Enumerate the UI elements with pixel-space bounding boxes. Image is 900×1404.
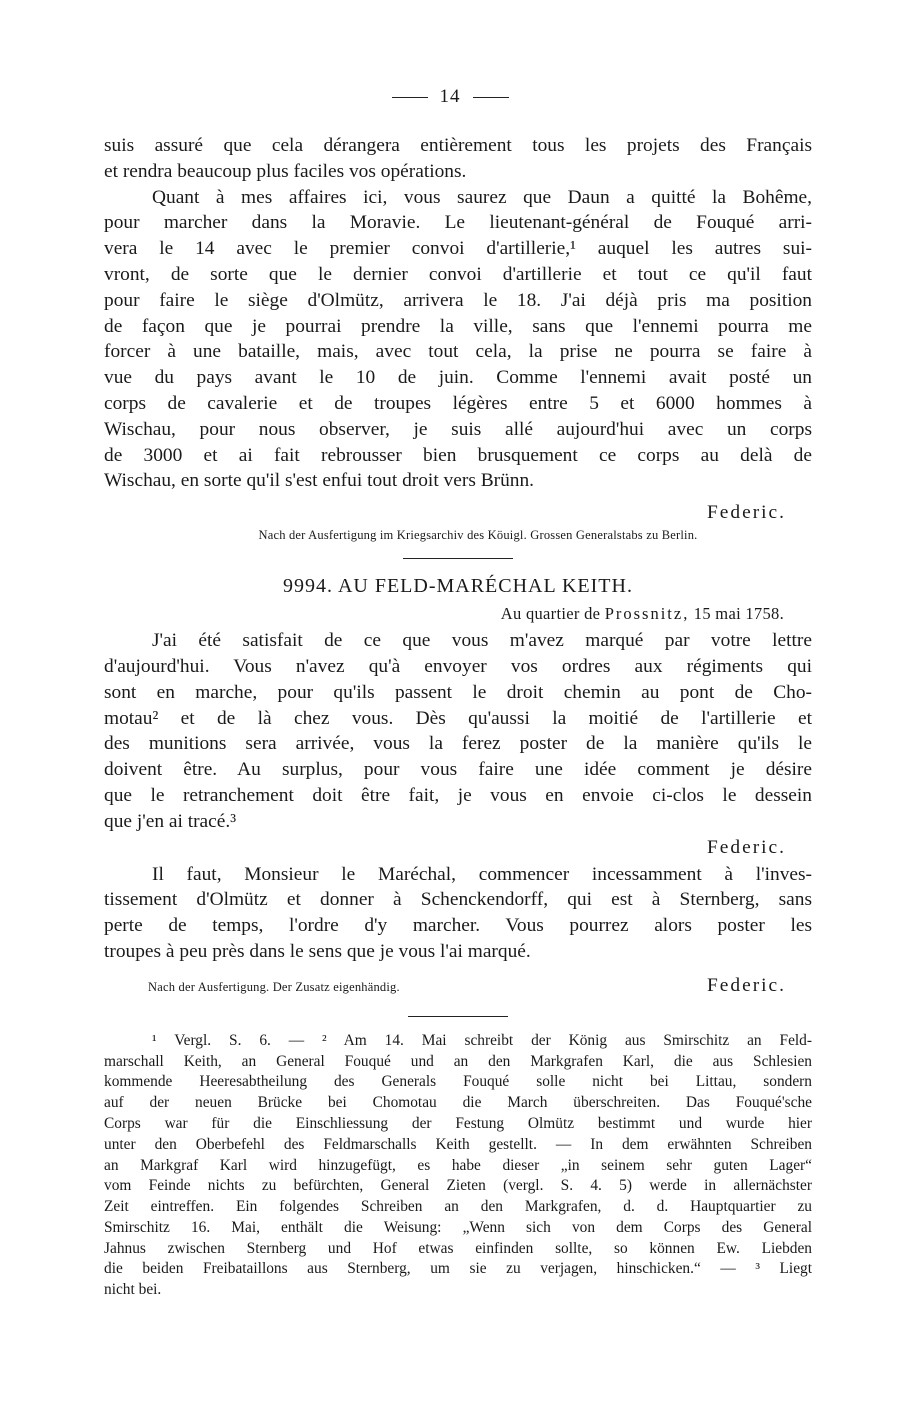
signature: Federic. — [707, 836, 786, 858]
text-line: doivent être. Au surplus, pour vous faire une idée comment je désire — [104, 759, 812, 781]
footnote-line: unter den Oberbefehl des Feldmarschalls Keith gestellt. — In dem erwähnten Schreiben — [104, 1135, 812, 1153]
letter-heading — [104, 573, 812, 599]
footnote-line: an Markgraf Karl wird hinzugefügt, es habe dieser „in seinem sehr guten Lager“ — [104, 1156, 812, 1174]
footnote-line: marschall Keith, an General Fouqué und an den Markgrafen Karl, die aus Schlesien — [104, 1052, 812, 1070]
text-line: Il faut, Monsieur le Maréchal, commencer incessamment à l'inves- — [152, 863, 812, 885]
text-line: Wischau, pour nous observer, je suis allé aujourd'hui avec un corps — [104, 418, 812, 440]
letter-paragraph-2 — [104, 862, 812, 965]
dateline-date: 15 mai 1758. — [693, 604, 784, 624]
text-line: forcer à une bataille, mais, avec tout cela, la prise ne pourra se faire à — [104, 341, 812, 363]
footnotes — [104, 1031, 812, 1301]
header-rule-right — [473, 97, 509, 98]
text-line: J'ai été satisfait de ce que vous m'avez marqué par votre lettre — [152, 630, 812, 652]
previous-letter-text — [104, 133, 812, 494]
text-line: et rendra beaucoup plus faciles vos opérations. — [104, 160, 467, 182]
footnote-line: kommende Heeresabtheilung des Generals Fouqué solle nicht bei Littau, sondern — [104, 1073, 812, 1091]
text-line: que le retranchement doit être fait, je vous en envoie ci-clos le dessein — [104, 784, 812, 806]
text-line: suis assuré que cela dérangera entièrement tous les projets des Français — [104, 135, 812, 156]
letter-title: AU FELD-MARÉCHAL KEITH. — [337, 575, 633, 598]
text-line: pour marcher dans la Moravie. Le lieutenant-général de Fouqué arri- — [104, 212, 812, 234]
footnote-line: Zeit eintreffen. Ein folgendes Schreiben an den Markgrafen, d. d. Hauptquartier zu — [104, 1198, 812, 1216]
footnote-divider — [408, 1016, 508, 1017]
signature: Federic. — [707, 502, 786, 524]
footnote-line: nicht bei. — [104, 1281, 162, 1299]
text-line: vue du pays avant le 10 de juin. Comme l'ennemi avait posté un — [104, 367, 812, 389]
letter-paragraph-1 — [104, 628, 812, 834]
footnote-line: vom Feinde nichts zu befürchten, General Zieten (vergl. S. 4. 5) werde in allernächster — [104, 1177, 812, 1195]
text-line: Quant à mes affaires ici, vous saurez que Daun a quitté la Bohême, — [152, 186, 812, 208]
text-line: perte de temps, l'ordre d'y marcher. Vous pourrez alors poster les — [104, 915, 812, 937]
footnote-line: auf der neuen Brücke bei Chomotau die March überschreiten. Das Fouqué'sche — [104, 1094, 812, 1112]
text-line: d'aujourd'hui. Vous n'avez qu'à envoyer vos ordres aux régiments qui — [104, 655, 812, 677]
source-note: Nach der Ausfertigung. Der Zusatz eigenhändig. — [148, 979, 400, 994]
dateline — [104, 603, 812, 625]
text-line: vera le 14 avec le premier convoi d'artillerie,¹ auquel les autres sui- — [104, 238, 812, 260]
footnote-line: die beiden Freibataillons aus Sternberg, um sie zu verjagen, hinschicken.“ — ³ Liegt — [104, 1260, 812, 1278]
footnote-line: Smirschitz 16. Mai, enthält die Weisung: „Wenn sich von dem Corps des General — [104, 1218, 812, 1236]
footnote-line: Corps war für die Einschliessung der Festung Olmütz bestimmt und wurde hier — [104, 1114, 812, 1132]
text-line: corps de cavalerie et de troupes légères entre 5 et 6000 hommes à — [104, 392, 812, 414]
text-line: tissement d'Olmütz et donner à Schenckendorff, qui est à Sternberg, sans — [104, 889, 812, 911]
header-rule-left — [392, 97, 428, 98]
text-line: Wischau, en sorte qu'il s'est enfui tout droit vers Brünn. — [104, 470, 535, 492]
footnote-line: ¹ Vergl. S. 6. — ² Am 14. Mai schreibt der König aus Smirschitz an Feld- — [152, 1031, 812, 1049]
page-body — [104, 133, 812, 1301]
text-line: pour faire le siège d'Olmütz, arrivera le 18. J'ai déjà pris ma position — [104, 289, 812, 311]
source-note: Nach der Ausfertigung im Kriegsarchiv des Köuigl. Grossen Generalstabs zu Berlin. — [258, 528, 698, 543]
text-line: de façon que je pourrai prendre la ville, sans que l'ennemi pourra me — [104, 315, 812, 337]
text-line: sont en marche, pour qu'ils passent le droit chemin au pont de Cho- — [104, 681, 812, 703]
text-line: que j'en ai tracé.³ — [104, 810, 237, 832]
dateline-place: Prossnitz, — [604, 604, 690, 624]
letter-number: 9994. — [283, 575, 334, 598]
text-line: vront, de sorte que le dernier convoi d'artillerie et tout ce qu'il faut — [104, 263, 812, 285]
text-line: de 3000 et ai fait rebrousser bien brusquement ce corps au delà de — [104, 444, 812, 466]
text-line: motau² et de là chez vous. Dès qu'aussi la moitié de l'artillerie et — [104, 707, 812, 729]
signature: Federic. — [707, 974, 786, 996]
closing-row — [104, 973, 812, 998]
text-line: troupes à peu près dans le sens que je vous l'ai marqué. — [104, 940, 531, 962]
footnote-line: Jahnus zwischen Sternberg und Hof etwas einfinden sollte, so können Ew. Liebden — [104, 1239, 812, 1257]
section-divider — [403, 558, 513, 559]
dateline-prefix: Au quartier de — [500, 604, 601, 624]
text-line: des munitions sera arrivée, vous la ferez poster de la manière qu'ils le — [104, 733, 812, 755]
page-number: 14 — [439, 86, 461, 107]
page-header — [0, 86, 900, 108]
